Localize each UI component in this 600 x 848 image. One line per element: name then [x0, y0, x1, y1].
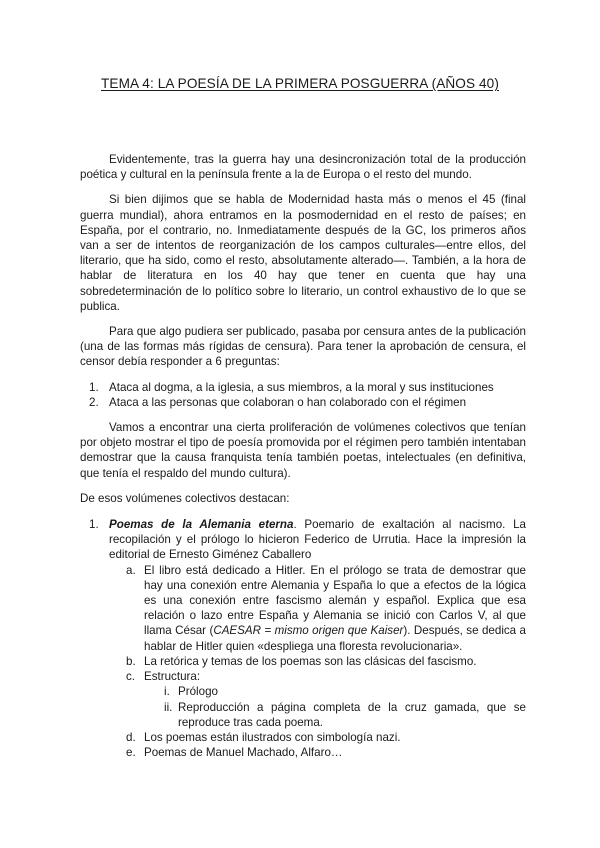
list-number: 1. — [89, 518, 99, 532]
censura-questions-list — [80, 380, 526, 410]
list-item — [80, 669, 526, 684]
paragraph-volumenes: Vamos a encontrar una cierta proliferación de volúmenes colectivos que tenían por objeto mostrar el tipo de poesía promovida por el régimen pero también intentaban demostrar que la causa franquista tenía también poetas, intelectuales (en definitiva, que tenía el respaldo del mundo cultura). — [80, 421, 526, 480]
list-roman: ii. — [164, 700, 173, 714]
list-letter: c. — [126, 670, 136, 684]
title-text: TEMA 4: LA POESÍA DE LA PRIMERA POSGUERRA (AÑOS 40) — [101, 76, 499, 91]
list-item — [80, 654, 526, 669]
list-item-text: Los poemas están ilustrados con simbología nazi. — [144, 730, 401, 744]
list-item — [80, 517, 526, 563]
list-letter: e. — [126, 746, 136, 760]
list-letter: a. — [126, 563, 136, 577]
list-item-text: Estructura: — [144, 670, 201, 684]
volume-details-list — [80, 563, 526, 685]
list-item — [80, 745, 526, 760]
volumes-list — [80, 517, 526, 563]
document-body — [80, 152, 526, 760]
list-item-text: Reproducción a página completa de la cruz gamada, que se reproduce tras cada poema. — [178, 700, 526, 729]
list-item-text: ). Después, se dedica a hablar de Hitler quien «despliega una floresta revolucionaria». — [144, 624, 526, 653]
list-item — [80, 380, 526, 395]
paragraph-censura: Para que algo pudiera ser publicado, pasaba por censura antes de la publicación (una de las formas más rígidas de censura). Para tener la aprobación de censura, el censor debía responder a 6 preguntas: — [80, 325, 526, 369]
document-title — [0, 76, 600, 91]
list-item-text: Ataca a las personas que colaboran o han colaborado con el régimen — [109, 395, 467, 409]
list-item-text: . Poemario de exaltación al nacismo. La recopilación y el prólogo lo hicieron Federico de Urrutia. Hace la impresión la editorial de Ernesto Giménez Caballero — [109, 518, 526, 562]
italic-note: CAESAR = mismo origen que Kaiser — [213, 624, 404, 638]
paragraph-destacan: De esos volúmenes colectivos destacan: — [80, 491, 290, 505]
list-item-text: El libro está dedicado a Hitler. En el prólogo se trata de demostrar que hay una conexión entre Alemania y España lo que a efectos de la lógica es una conexión entre fascismo alemán y español. Explica que esa relación o lazo entre España y Alemania se inició con Carlos V, al que llama César ( — [144, 563, 526, 638]
list-item — [80, 700, 526, 730]
book-title: Poemas de la Alemania eterna — [109, 518, 294, 532]
structure-list — [80, 684, 526, 730]
list-roman: i. — [164, 685, 170, 699]
list-item — [80, 684, 526, 699]
list-item-text: Poemas de Manuel Machado, Alfaro… — [144, 746, 343, 760]
paragraph-modernidad: Si bien dijimos que se habla de Modernidad hasta más o menos el 45 (final guerra mundial), ahora entramos en la posmodernidad en el resto de países; en España, por el contrario, no. Inmediatamente después de la GC, los primeros años van a ser de intentos de reorganización de los campos culturales—entre ellos, del literario, que ha sido, como el resto, absolutamente alterado—. También, a la hora de hablar de literatura en los 40 hay que tener en cuenta que hay una sobredeterminación de lo político sobre lo literario, un control exhaustivo de lo que se publica. — [80, 193, 526, 313]
list-item — [80, 563, 526, 654]
volume-details-list-continued — [80, 730, 526, 760]
list-number: 2. — [89, 395, 99, 409]
list-letter: b. — [126, 654, 136, 668]
list-item-text: Ataca al dogma, a la iglesia, a sus miembros, a la moral y sus instituciones — [109, 380, 494, 394]
list-number: 1. — [89, 380, 99, 394]
paragraph-intro: Evidentemente, tras la guerra hay una desincronización total de la producción poética y cultural en la península frente a la de Europa o el resto del mundo. — [80, 153, 526, 182]
list-item-text: La retórica y temas de los poemas son las clásicas del fascismo. — [144, 654, 477, 668]
list-letter: d. — [126, 730, 136, 744]
list-item-text: Prólogo — [178, 685, 218, 699]
list-item — [80, 730, 526, 745]
list-item — [80, 395, 526, 410]
